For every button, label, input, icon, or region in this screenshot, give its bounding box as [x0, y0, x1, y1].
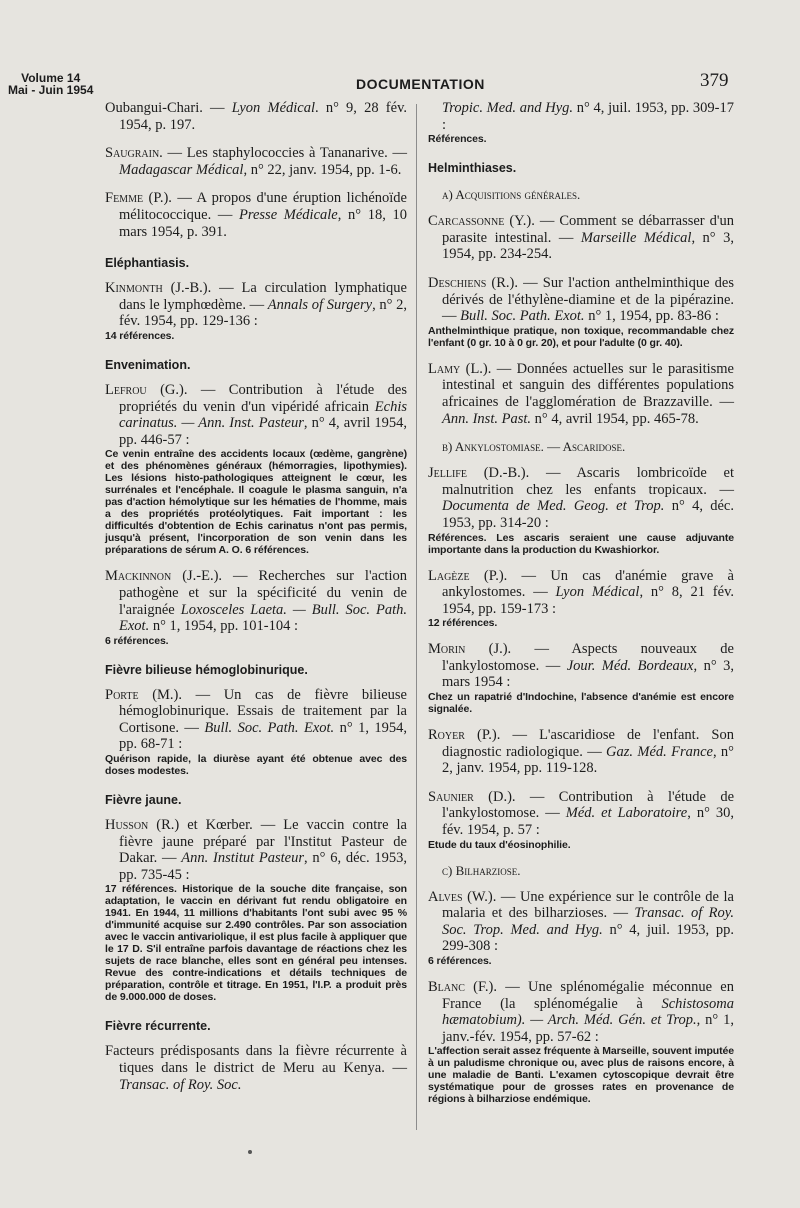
subsection-heading: c) Bilharziose.	[442, 862, 521, 878]
reference-continuation: Tropic. Med. and Hyg. n° 4, juil. 1953, pp. 309-17 : Références.	[428, 100, 734, 146]
reference-entry: Saunier (D.). — Contribution à l'étude de l'ankylostomose. — Méd. et Laboratoire, n° 30, fév. 1954, p. 57 : Etude du taux d'éosinophilie.	[428, 788, 734, 851]
reference-entry: Mackinnon (J.-E.). — Recherches sur l'action pathogène et sur la spécificité du venin de l'araignée Loxosceles Laeta. — Bull. Soc. Path. Exot. n° 1, 1954, pp. 101-104 : 6 références.	[105, 568, 407, 647]
abstract-note: 6 références.	[105, 634, 169, 647]
reference-entry: Lamy (L.). — Données actuelles sur le parasitisme intestinal et sanguin des différentes populations africaines de l'agglomération de Brazzaville. — Ann. Inst. Past. n° 4, avril 1954, pp. 465-78.	[428, 360, 734, 427]
reference-entry: Jellife (D.-B.). — Ascaris lombricoïde et malnutrition chez les enfants tropicaux. — Documenta de Med. Geog. et Trop. n° 4, déc. 1953, pp. 314-20 : Références. Les ascaris seraient une cause adjuvante importante dans la production du Kwashiorkor.	[428, 465, 734, 556]
reference-entry: Morin (J.). — Aspects nouveaux de l'ankylostomose. — Jour. Méd. Bordeaux, n° 3, mars 1954 : Chez un rapatrié d'Indochine, l'absence d'anémie est encore signalée.	[428, 641, 734, 716]
ink-mark	[248, 1150, 252, 1154]
abstract-note: Références. Les ascaris seraient une cause adjuvante importante dans la production du Kwashiorkor.	[428, 531, 734, 556]
left-column	[105, 100, 407, 1105]
abstract-note: Ce venin entraîne des accidents locaux (œdème, gangrène) et des phénomènes généraux (hémorragies, lipothymies). Les lésions histo-pathologiques atteignent le cœur, les surrénales et l'encéphale. Il coagule le plasma sanguin, n'a pas d'action hémolytique sur les hématies de l'homme, mais a des propriétés protéolytiques. Fait important : les difficultés d'obtention de Echis carinatus n'ont pas permis, jusqu'à présent, l'incorporation de son venin dans les préparations de sérum A. O. 6 références.	[105, 448, 407, 557]
reference-entry: Facteurs prédisposants dans la fièvre récurrente à tiques dans le district de Meru au Kenya. — Transac. of Roy. Soc.	[105, 1043, 407, 1093]
abstract-note: Anthelminthique pratique, non toxique, recommandable chez l'enfant (0 gr. 10 à 0 gr. 20), et pour l'adulte (0 gr. 40).	[428, 324, 734, 349]
abstract-note: 12 références.	[428, 617, 498, 630]
reference-entry: Femme (P.). — A propos d'une éruption lichénoïde mélitococcique. — Presse Médicale, n° 18, 10 mars 1954, p. 391.	[105, 190, 407, 240]
section-heading: Fièvre bilieuse hémoglobinurique.	[105, 662, 308, 677]
subsection-heading: b) Ankylostomiase. — Ascaridose.	[442, 439, 626, 455]
abstract-note: Chez un rapatrié d'Indochine, l'absence d'anémie est encore signalée.	[428, 691, 734, 716]
section-heading: Helminthiases.	[428, 161, 517, 176]
page-header	[0, 0, 800, 100]
reference-entry: Husson (R.) et Kœrber. — Le vaccin contre la fièvre jaune préparé par l'Institut Pasteur de Dakar. — Ann. Institut Pasteur, n° 6, déc. 1953, pp. 735-45 : 17 références. Historique de la souche dite française, son adaptation, le vaccin en dérivant fut rendu obligatoire en 1941. En 1944, 11 millions d'habitants l'ont subi avec 95 % d'immunité acquise sur 2.490 contrôles. Par son association avec le vaccin antivariolique, il est plus facile à appliquer que le 17 D. S'il entraîne parfois davantage de réactions chez les sujets de race blanche, elles sont en général peu intenses. Revue des contre-indications et détails techniques de préparation, contrôle et titrage. En 1951, l'I.P. a produit près de 9.000.000 de doses.	[105, 817, 408, 1004]
abstract-note: 17 références. Historique de la souche dite française, son adaptation, le vaccin en dérivant fut rendu obligatoire en 1941. En 1944, 11 millions d'habitants l'ont subi avec 95 % d'immunité acquise sur 2.490 contrôles. Par son association avec le vaccin antivariolique, il est plus facile à appliquer que le 17 D. S'il entraîne parfois davantage de réactions chez les sujets de race blanche, elles sont en général peu intenses. Revue des contre-indications et détails techniques de préparation, contrôle et titrage. En 1951, l'I.P. a produit près de 9.000.000 de doses.	[105, 883, 407, 1004]
reference-entry: Porte (M.). — Un cas de fièvre bilieuse hémoglobinurique. Essais de traitement par la Cortisone. — Bull. Soc. Path. Exot. n° 1, 1954, pp. 68-71 : Quérison rapide, la diurèse ayant été obtenue avec des doses modestes.	[105, 686, 407, 778]
right-column	[428, 100, 734, 1117]
running-title: DOCUMENTATION	[356, 76, 485, 92]
reference-entry: Lagèze (P.). — Un cas d'anémie grave à ankylostomes. — Lyon Médical, n° 8, 21 fév. 1954, pp. 159-173 : 12 références.	[428, 567, 734, 630]
abstract-note: L'affection serait assez fréquente à Marseille, souvent imputée à un paludisme chronique ou, avec plus de raisons encore, à une maladie de Banti. L'examen cytoscopique devrait être systématique pour de grosses rates en provenance de régions à bilharziose endémique.	[428, 1045, 734, 1106]
reference-entry: Blanc (F.). — Une splénomégalie méconnue en France (la splénomégalie à Schistosoma hæmatobium). — Arch. Méd. Gén. et Trop., n° 1, janv.-fév. 1954, pp. 57-62 : L'affection serait assez fréquente à Marseille, souvent imputée à un paludisme chronique ou, avec plus de raisons encore, à une maladie de Banti. L'examen cytoscopique devrait être systématique pour de grosses rates en provenance de régions à bilharziose endémique.	[428, 979, 734, 1106]
reference-entry: Kinmonth (J.-B.). — La circulation lymphatique dans le lymphœdème. — Annals of Surgery, n° 2, fév. 1954, pp. 129-136 : 14 références.	[105, 280, 407, 342]
volume-line: Volume 14	[21, 71, 81, 85]
reference-entry: Alves (W.). — Une expérience sur le contrôle de la malaria et des bilharzioses. — Transac. of Roy. Soc. Trop. Med. and Hyg. n° 4, juil. 1953, pp. 299-308 : 6 références.	[428, 888, 734, 967]
reference-entry: Royer (P.). — L'ascaridiose de l'enfant. Son diagnostic radiologique. — Gaz. Méd. France, n° 2, janv. 1954, pp. 119-128.	[428, 727, 734, 777]
section-heading: Fièvre jaune.	[105, 793, 182, 808]
reference-entry: Lefrou (G.). — Contribution à l'étude des propriétés du venin d'un vipéridé africain Echis carinatus. — Ann. Inst. Pasteur, n° 4, avril 1954, pp. 446-57 : Ce venin entraîne des accidents locaux (œdème, gangrène) et des phénomènes généraux (hémorragies, lipothymies). Les lésions histo-pathologiques atteignent le cœur, les surrénales et l'encéphale. Il coagule le plasma sanguin, n'a pas d'action hémolytique sur les hématies de l'homme, mais a des propriétés protéolytiques. Fait important : les difficultés d'obtention de Echis carinatus n'ont pas permis, jusqu'à présent, l'incorporation de son venin dans les préparations de sérum A. O. 6 références.	[105, 381, 407, 557]
abstract-note: Références.	[428, 133, 487, 146]
column-divider	[416, 104, 417, 1130]
abstract-note: Etude du taux d'éosinophilie.	[428, 838, 571, 851]
subsection-heading: a) Acquisitions générales.	[442, 187, 581, 203]
reference-entry: Oubangui-Chari. — Lyon Médical. n° 9, 28 fév. 1954, p. 197.	[105, 100, 407, 133]
reference-entry: Saugrain. — Les staphylococcies à Tananarive. — Madagascar Médical, n° 22, janv. 1954, pp. 1-6.	[105, 145, 407, 178]
abstract-note: 14 références.	[105, 329, 175, 342]
page-number: 379	[700, 70, 729, 91]
section-heading: Fièvre récurrente.	[105, 1019, 211, 1034]
abstract-note: 6 références.	[428, 955, 492, 967]
reference-entry: Deschiens (R.). — Sur l'action anthelminthique des dérivés de l'éthylène-diamine et de la pipérazine. — Bull. Soc. Path. Exot. n° 1, 1954, pp. 83-86 : Anthelminthique pratique, non toxique, recommandable chez l'enfant (0 gr. 10 à 0 gr. 20), et pour l'adulte (0 gr. 40).	[428, 274, 734, 349]
section-heading: Eléphantiasis.	[105, 256, 190, 271]
reference-entry: Carcassonne (Y.). — Comment se débarrasser d'un parasite intestinal. — Marseille Médical, n° 3, 1954, pp. 234-254.	[428, 213, 734, 263]
issue-line: Mai - Juin 1954	[8, 83, 94, 97]
section-heading: Envenimation.	[105, 357, 191, 372]
abstract-note: Quérison rapide, la diurèse ayant été obtenue avec des doses modestes.	[105, 753, 407, 778]
volume-info	[8, 72, 93, 96]
